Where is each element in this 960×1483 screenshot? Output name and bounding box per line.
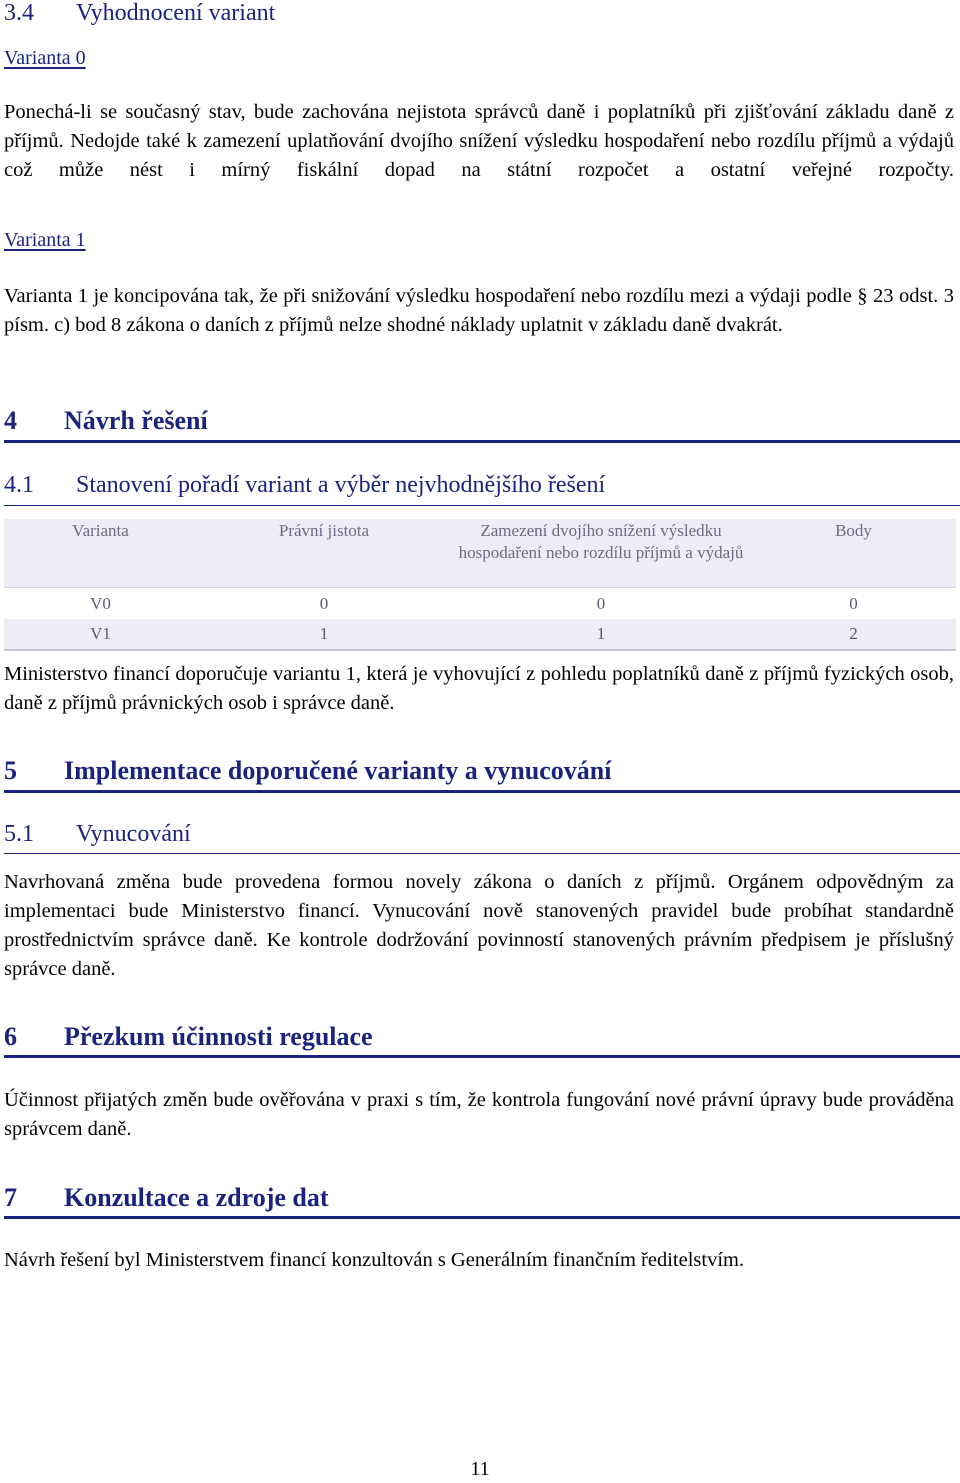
section-number: 7: [4, 1183, 17, 1212]
section-heading-3-4: [4, 0, 275, 27]
table-header-cell: Právní jistota: [197, 519, 451, 588]
section-rule: [4, 1055, 960, 1058]
variant-1-heading: Varianta 1: [4, 229, 86, 251]
section-number: 5: [4, 756, 17, 785]
recommendation-text: Ministerstvo financí doporučuje variantu 1, která je vyhovující z pohledu poplatníků daně z příjmů fyzických osob, daně z příjmů právnických osob i správce daně.: [4, 663, 954, 714]
section-title: Vyhodnocení variant: [76, 0, 276, 26]
section-title: Stanovení pořadí variant a výběr nejvhodnějšího řešení: [76, 472, 606, 498]
table-header-row: [4, 519, 956, 588]
table-cell: 0: [751, 588, 956, 620]
section-number: 4.1: [4, 472, 34, 498]
section-number: 5.1: [4, 821, 34, 847]
table-cell: V0: [4, 588, 197, 620]
section-rule: [4, 790, 960, 793]
section-rule: [4, 1216, 960, 1219]
table-cell: 1: [451, 619, 751, 650]
section-heading-4: [4, 406, 208, 436]
section-title: Návrh řešení: [64, 406, 208, 435]
table-cell: V1: [4, 619, 197, 650]
variant-0-text: Ponechá-li se současný stav, bude zachována nejistota správců daně i poplatníků při zjišťování základu daně z příjmů. Nedojde také k zamezení uplatňování dvojího snížení výsledku hospodaření nebo rozdílu příjmů a výdajů což může nést i mírný fiskální dopad na státní rozpočet a ostatní veřejné rozpočty.: [4, 101, 954, 181]
section-number: 6: [4, 1022, 17, 1051]
section-rule: [4, 505, 960, 506]
section-heading-5: [4, 756, 611, 786]
variant-0-heading: Varianta 0: [4, 47, 86, 69]
section-title: Přezkum účinnosti regulace: [64, 1022, 373, 1051]
section-rule: [4, 853, 960, 854]
section-heading-5-1: [4, 821, 191, 848]
section-heading-6: [4, 1022, 373, 1052]
table-header-cell: Body: [751, 519, 956, 588]
section-title: Konzultace a zdroje dat: [64, 1183, 329, 1212]
table-row: [4, 588, 956, 620]
section-title: Implementace doporučené varianty a vynucování: [64, 756, 612, 785]
table-header-cell: Varianta: [4, 519, 197, 588]
table-cell: 0: [451, 588, 751, 620]
variants-table: [4, 519, 956, 651]
table-cell: 2: [751, 619, 956, 650]
variant-1-text: Varianta 1 je koncipována tak, že při snižování výsledku hospodaření nebo rozdílu mezi a výdaji podle § 23 odst. 3 písm. c) bod 8 zákona o daních z příjmů nelze shodné náklady uplatnit v základu daně dvakrát.: [4, 285, 954, 336]
table-row: [4, 619, 956, 650]
table-cell: 1: [197, 619, 451, 650]
page-number: 11: [470, 1458, 490, 1480]
consultation-text: Návrh řešení byl Ministerstvem financí konzultován s Generálním finančním ředitelstvím.: [4, 1249, 745, 1271]
section-number: 4: [4, 406, 17, 435]
table-cell: 0: [197, 588, 451, 620]
table-header-cell: Zamezení dvojího snížení výsledku hospodaření nebo rozdílu příjmů a výdajů: [451, 519, 751, 588]
section-heading-4-1: [4, 472, 605, 499]
section-number: 3.4: [4, 0, 34, 26]
section-rule: [4, 440, 960, 443]
review-text: Účinnost přijatých změn bude ověřována v praxi s tím, že kontrola fungování nové právní úpravy bude prováděna správcem daně.: [4, 1089, 954, 1140]
section-heading-7: [4, 1183, 329, 1213]
enforcement-text: Navrhovaná změna bude provedena formou novely zákona o daních z příjmů. Orgánem odpovědným za implementaci bude Ministerstvo financí. Vynucování nově stanovených pravidel bude probíhat standardně prostřednictvím správce daně. Ke kontrole dodržování povinností stanovených právním předpisem je příslušný správce daně.: [4, 871, 954, 980]
section-title: Vynucování: [76, 821, 191, 847]
